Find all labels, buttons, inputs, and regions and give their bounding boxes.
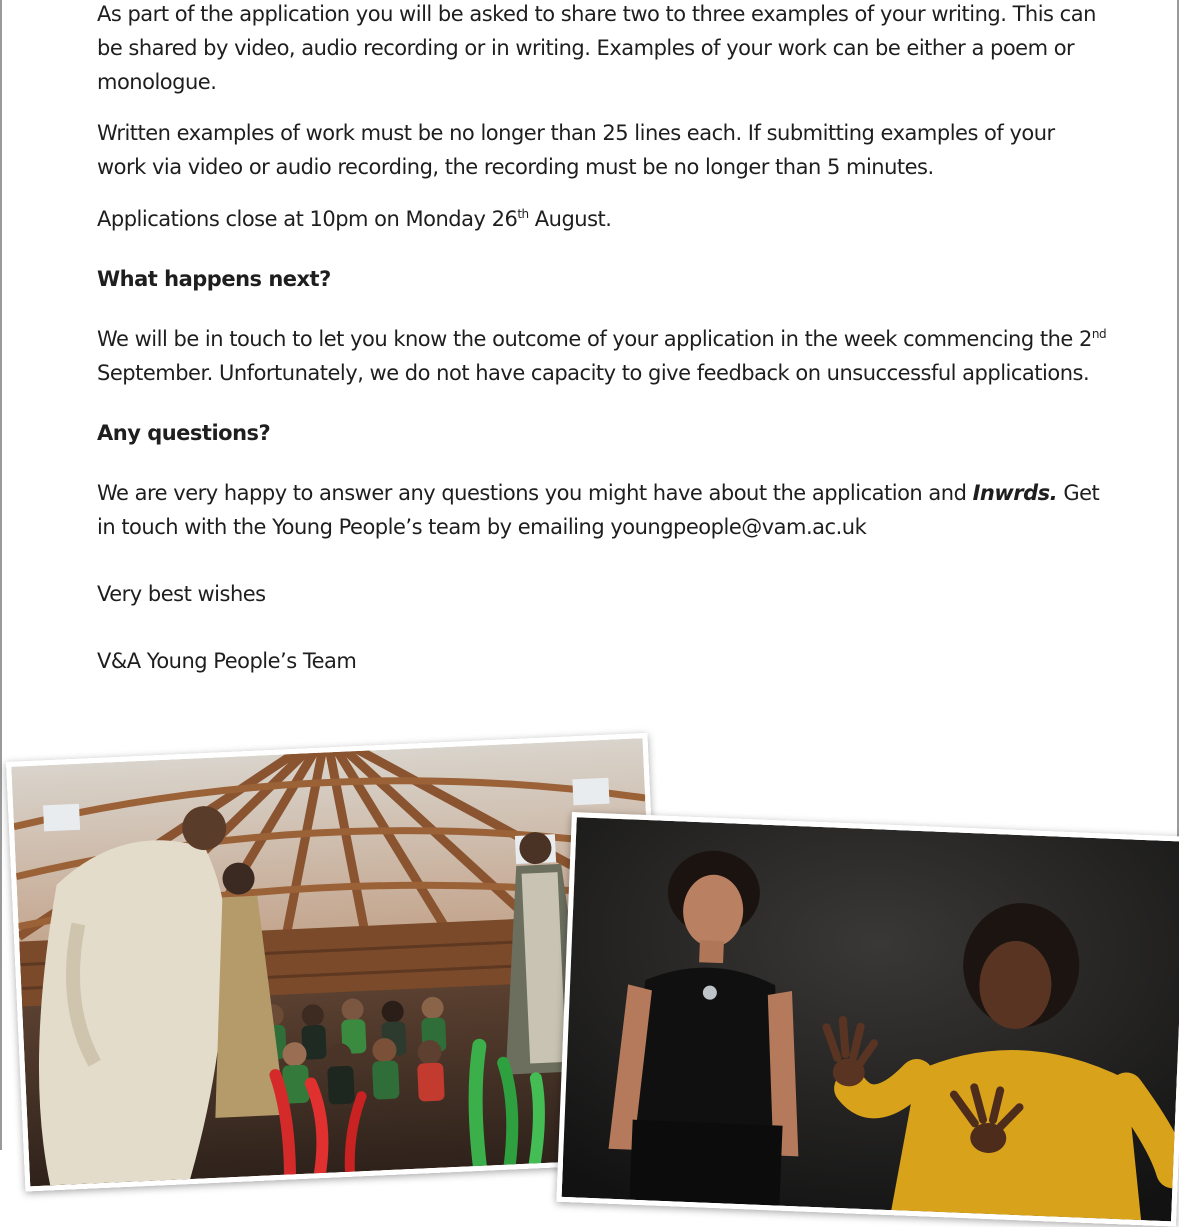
paragraph-length-limits: Written examples of work must be no longer than 25 lines each. If submitting examples of your work via video or audio recording, the recording must be no longer than 5 minutes. — [97, 121, 1055, 179]
closing-date-text: Applications close at 10pm on Monday 26 — [97, 207, 518, 231]
letter-body — [97, 0, 1107, 678]
photo-stage-performers — [556, 812, 1179, 1227]
paragraph-contact — [97, 476, 1107, 544]
outcome-text-rest: September. Unfortunately, we do not have capacity to give feedback on unsuccessful applications. — [97, 361, 1090, 385]
heading-any-questions: Any questions? — [97, 421, 271, 445]
heading-what-happens-next: What happens next? — [97, 267, 331, 291]
paragraph-closing-date — [97, 202, 1107, 236]
contact-text: We are very happy to answer any questions you might have about the application and — [97, 481, 973, 505]
paragraph-writing-examples: As part of the application you will be asked to share two to three examples of your writing. This can be shared by video, audio recording or in writing. Examples of your work can be either a poem or monologue. — [97, 2, 1096, 94]
paragraph-outcome — [97, 322, 1107, 390]
ordinal-suffix: th — [517, 207, 529, 221]
ordinal-suffix: nd — [1091, 327, 1107, 341]
stage-performers-image — [562, 817, 1179, 1221]
signature: V&A Young People’s Team — [97, 649, 357, 673]
inwrds-name: Inwrds. — [972, 481, 1058, 505]
outcome-text: We will be in touch to let you know the outcome of your application in the week commencing the 2 — [97, 327, 1092, 351]
contact-email-text: Get in touch with the Young People’s team by emailing youngpeople@vam.ac.uk — [97, 481, 1100, 539]
closing-date-month: August. — [528, 207, 612, 231]
page-left-edge — [0, 0, 2, 1150]
sign-off: Very best wishes — [97, 582, 266, 606]
